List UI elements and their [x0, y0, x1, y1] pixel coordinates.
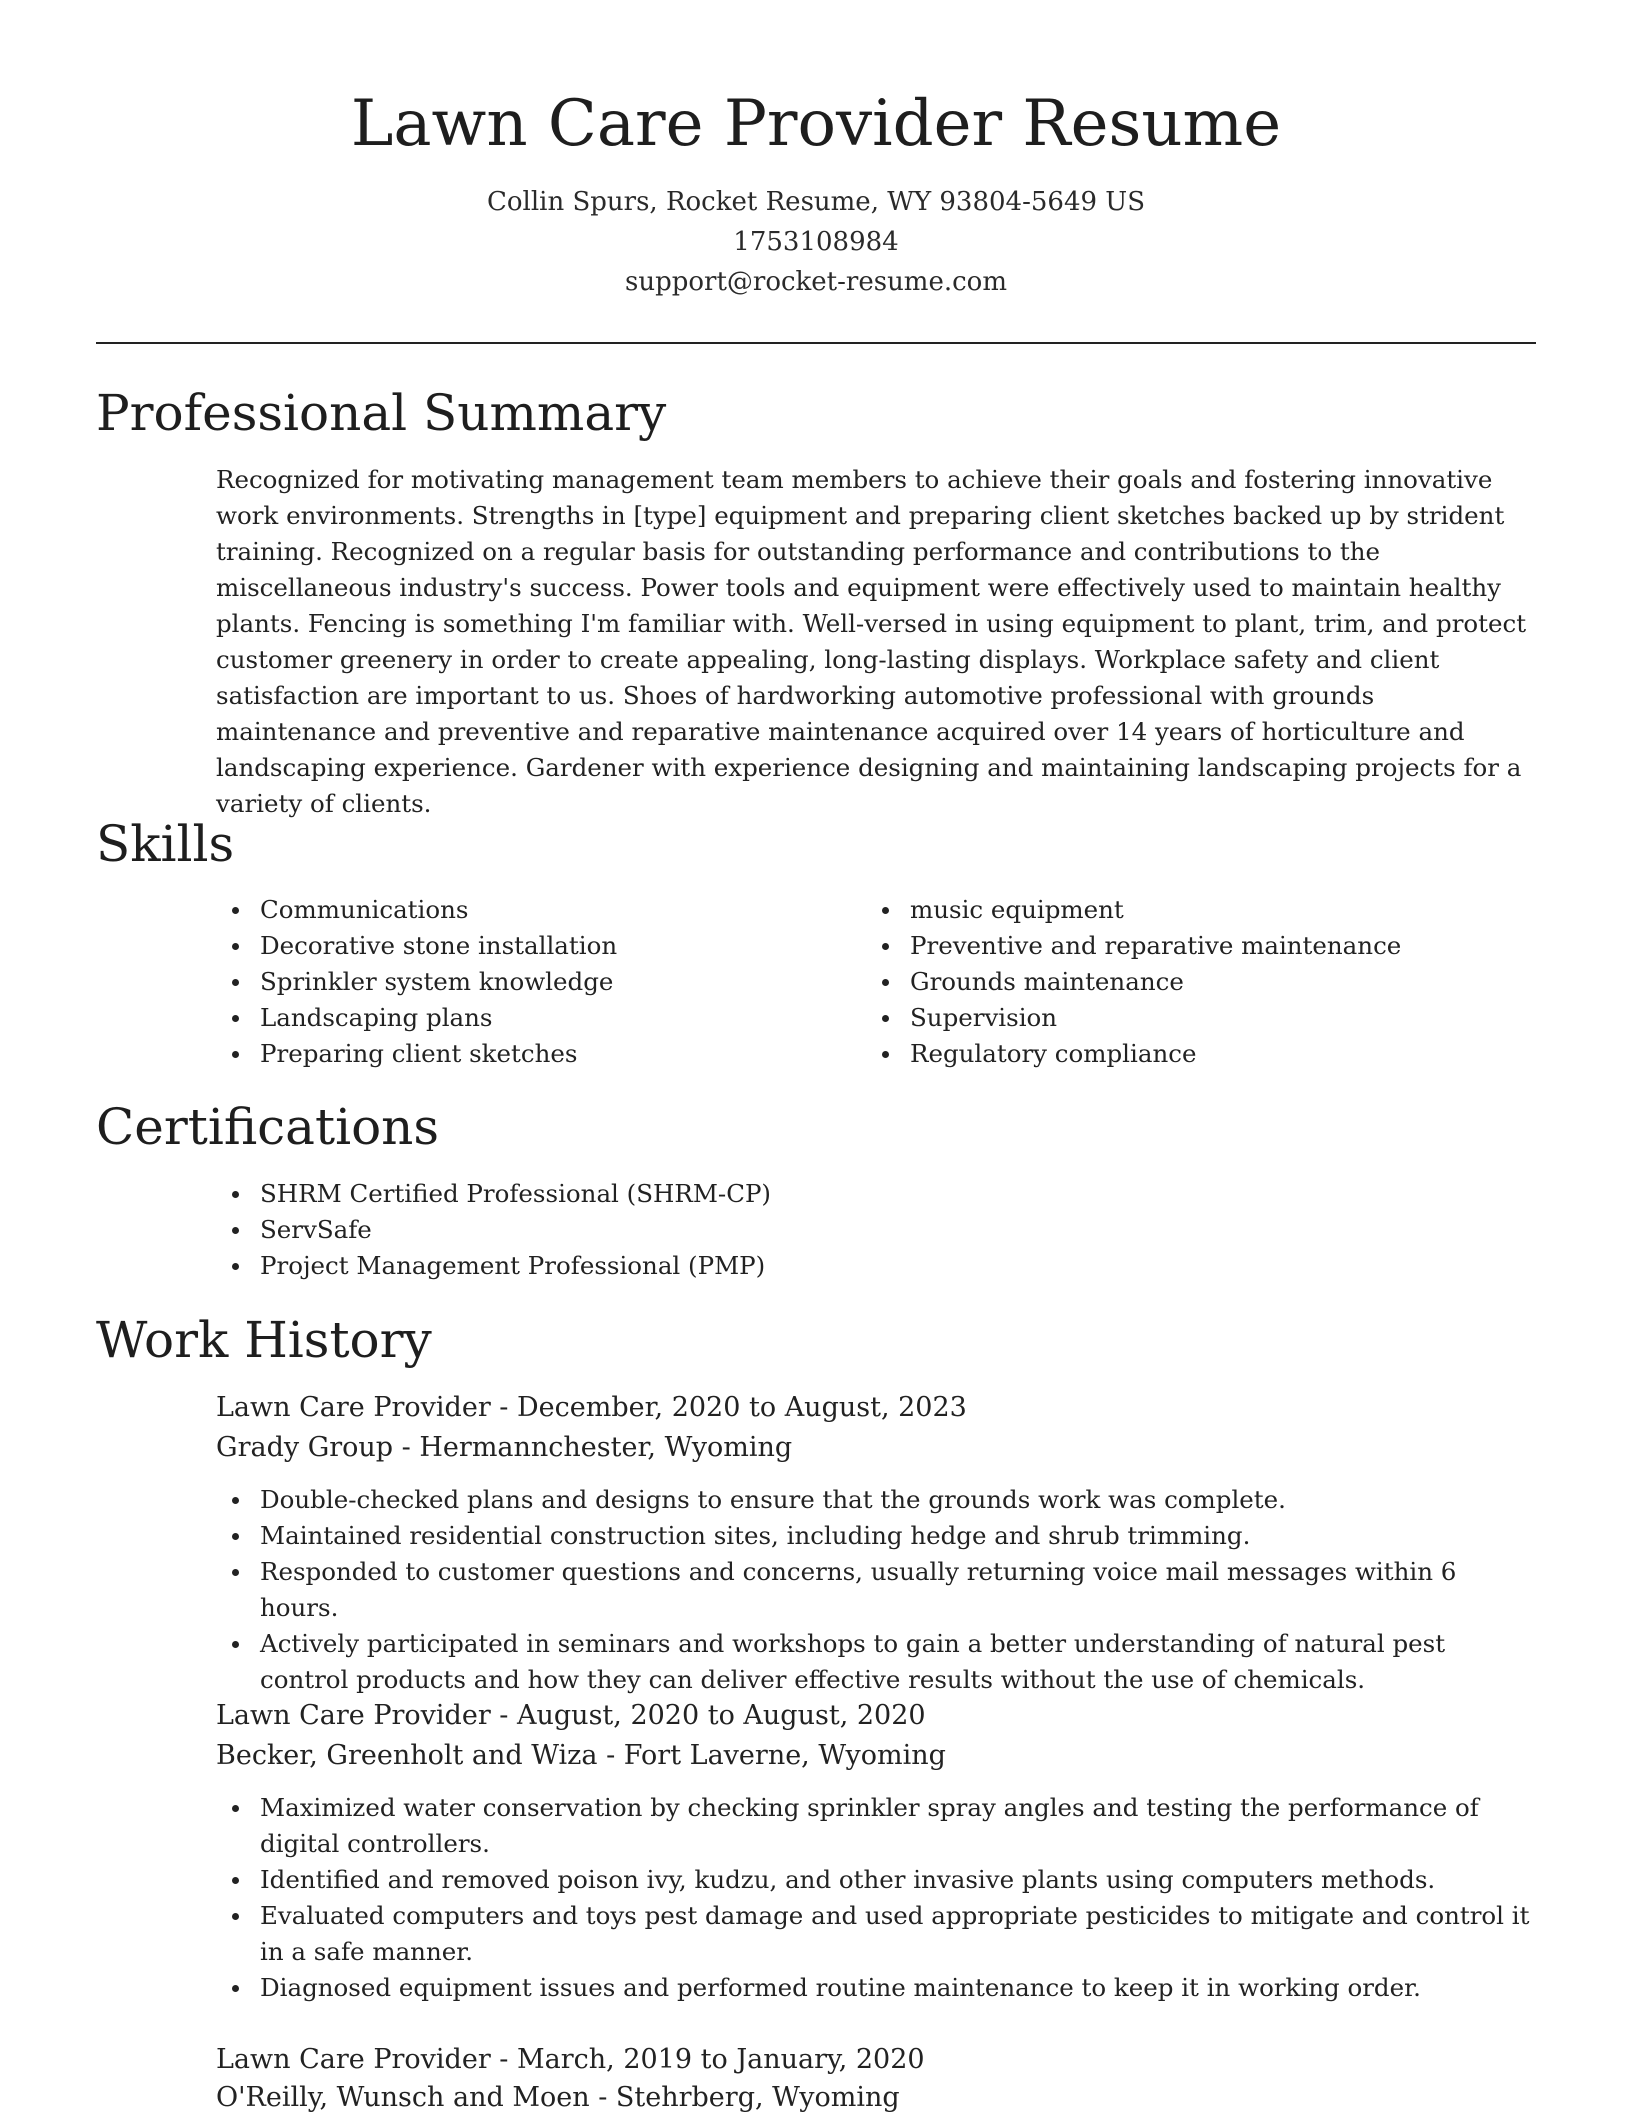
skill-item: Landscaping plans — [216, 1000, 856, 1036]
work-history-heading: Work History — [96, 1311, 432, 1369]
summary-heading: Professional Summary — [96, 384, 667, 442]
contact-phone: 1753108984 — [733, 227, 899, 257]
job-bullet: Diagnosed equipment issues and performed routine maintenance to keep it in working order. — [216, 1970, 1536, 2006]
skills-heading: Skills — [96, 815, 235, 873]
skills-column-left — [216, 892, 856, 1072]
certifications-heading: Certifications — [96, 1098, 440, 1156]
skill-item: Supervision — [866, 1000, 1506, 1036]
certification-item: Project Management Professional (PMP) — [216, 1248, 1536, 1284]
job-bullet: Evaluated computers and toys pest damage and used appropriate pesticides to mitigate and control it in a safe manner. — [216, 1898, 1536, 1970]
certification-item: SHRM Certified Professional (SHRM-CP) — [216, 1176, 1536, 1212]
skill-item: music equipment — [866, 892, 1506, 928]
skill-item: Preparing client sketches — [216, 1036, 856, 1072]
skill-item: Communications — [216, 892, 856, 928]
job-title-line: Lawn Care Provider - December, 2020 to August, 2023 — [216, 1392, 967, 1423]
skill-item: Sprinkler system knowledge — [216, 964, 856, 1000]
summary-text: Recognized for motivating management team members to achieve their goals and fostering innovative work environments. Strengths in [type] equipment and preparing client sketches backed up by strident training. Recognized on a regular basis for outstanding performance and contributions to the miscellaneous industry's success. Power tools and equipment were effectively used to maintain healthy plants. Fencing is something I'm familiar with. Well-versed in using equipment to plant, trim, and protect customer greenery in order to create appealing, long-lasting displays. Workplace safety and client satisfaction are important to us. Shoes of hardworking automotive professional with grounds maintenance and preventive and reparative maintenance acquired over 14 years of horticulture and landscaping experience. Gardener with experience designing and maintaining landscaping projects for a variety of clients. — [216, 465, 1527, 818]
contact-email: support@rocket-resume.com — [624, 267, 1007, 297]
header-divider — [96, 342, 1536, 344]
job-bullet: Actively participated in seminars and workshops to gain a better understanding of natural pest control products and how they can deliver effective results without the use of chemicals. — [216, 1626, 1536, 1698]
skill-item: Grounds maintenance — [866, 964, 1506, 1000]
certifications-list — [216, 1176, 1536, 1284]
skill-item: Regulatory compliance — [866, 1036, 1506, 1072]
job-bullets — [216, 1482, 1536, 1698]
skills-column-right — [866, 892, 1506, 1072]
certification-item: ServSafe — [216, 1212, 1536, 1248]
resume-title: Lawn Care Provider Resume — [350, 87, 1282, 161]
job-bullet: Maximized water conservation by checking sprinkler spray angles and testing the performance of digital controllers. — [216, 1790, 1536, 1862]
resume-header — [0, 0, 1632, 302]
job-company-line: Grady Group - Hermannchester, Wyoming — [216, 1432, 793, 1463]
job-bullet: Double-checked plans and designs to ensure that the grounds work was complete. — [216, 1482, 1536, 1518]
job-title-line: Lawn Care Provider - March, 2019 to January, 2020 — [216, 2044, 925, 2075]
contact-block — [0, 182, 1632, 302]
skill-item: Preventive and reparative maintenance — [866, 928, 1506, 964]
job-bullet: Identified and removed poison ivy, kudzu, and other invasive plants using computers methods. — [216, 1862, 1536, 1898]
job-bullet: Responded to customer questions and concerns, usually returning voice mail messages within 6 hours. — [216, 1554, 1536, 1626]
job-company-line: Becker, Greenholt and Wiza - Fort Laverne, Wyoming — [216, 1740, 946, 1771]
contact-address: Collin Spurs, Rocket Resume, WY 93804-5649 US — [486, 187, 1146, 217]
job-bullet: Maintained residential construction sites, including hedge and shrub trimming. — [216, 1518, 1536, 1554]
skill-item: Decorative stone installation — [216, 928, 856, 964]
job-bullets — [216, 1790, 1536, 2006]
job-title-line: Lawn Care Provider - August, 2020 to August, 2020 — [216, 1700, 926, 1731]
job-company-line: O'Reilly, Wunsch and Moen - Stehrberg, Wyoming — [216, 2082, 900, 2113]
